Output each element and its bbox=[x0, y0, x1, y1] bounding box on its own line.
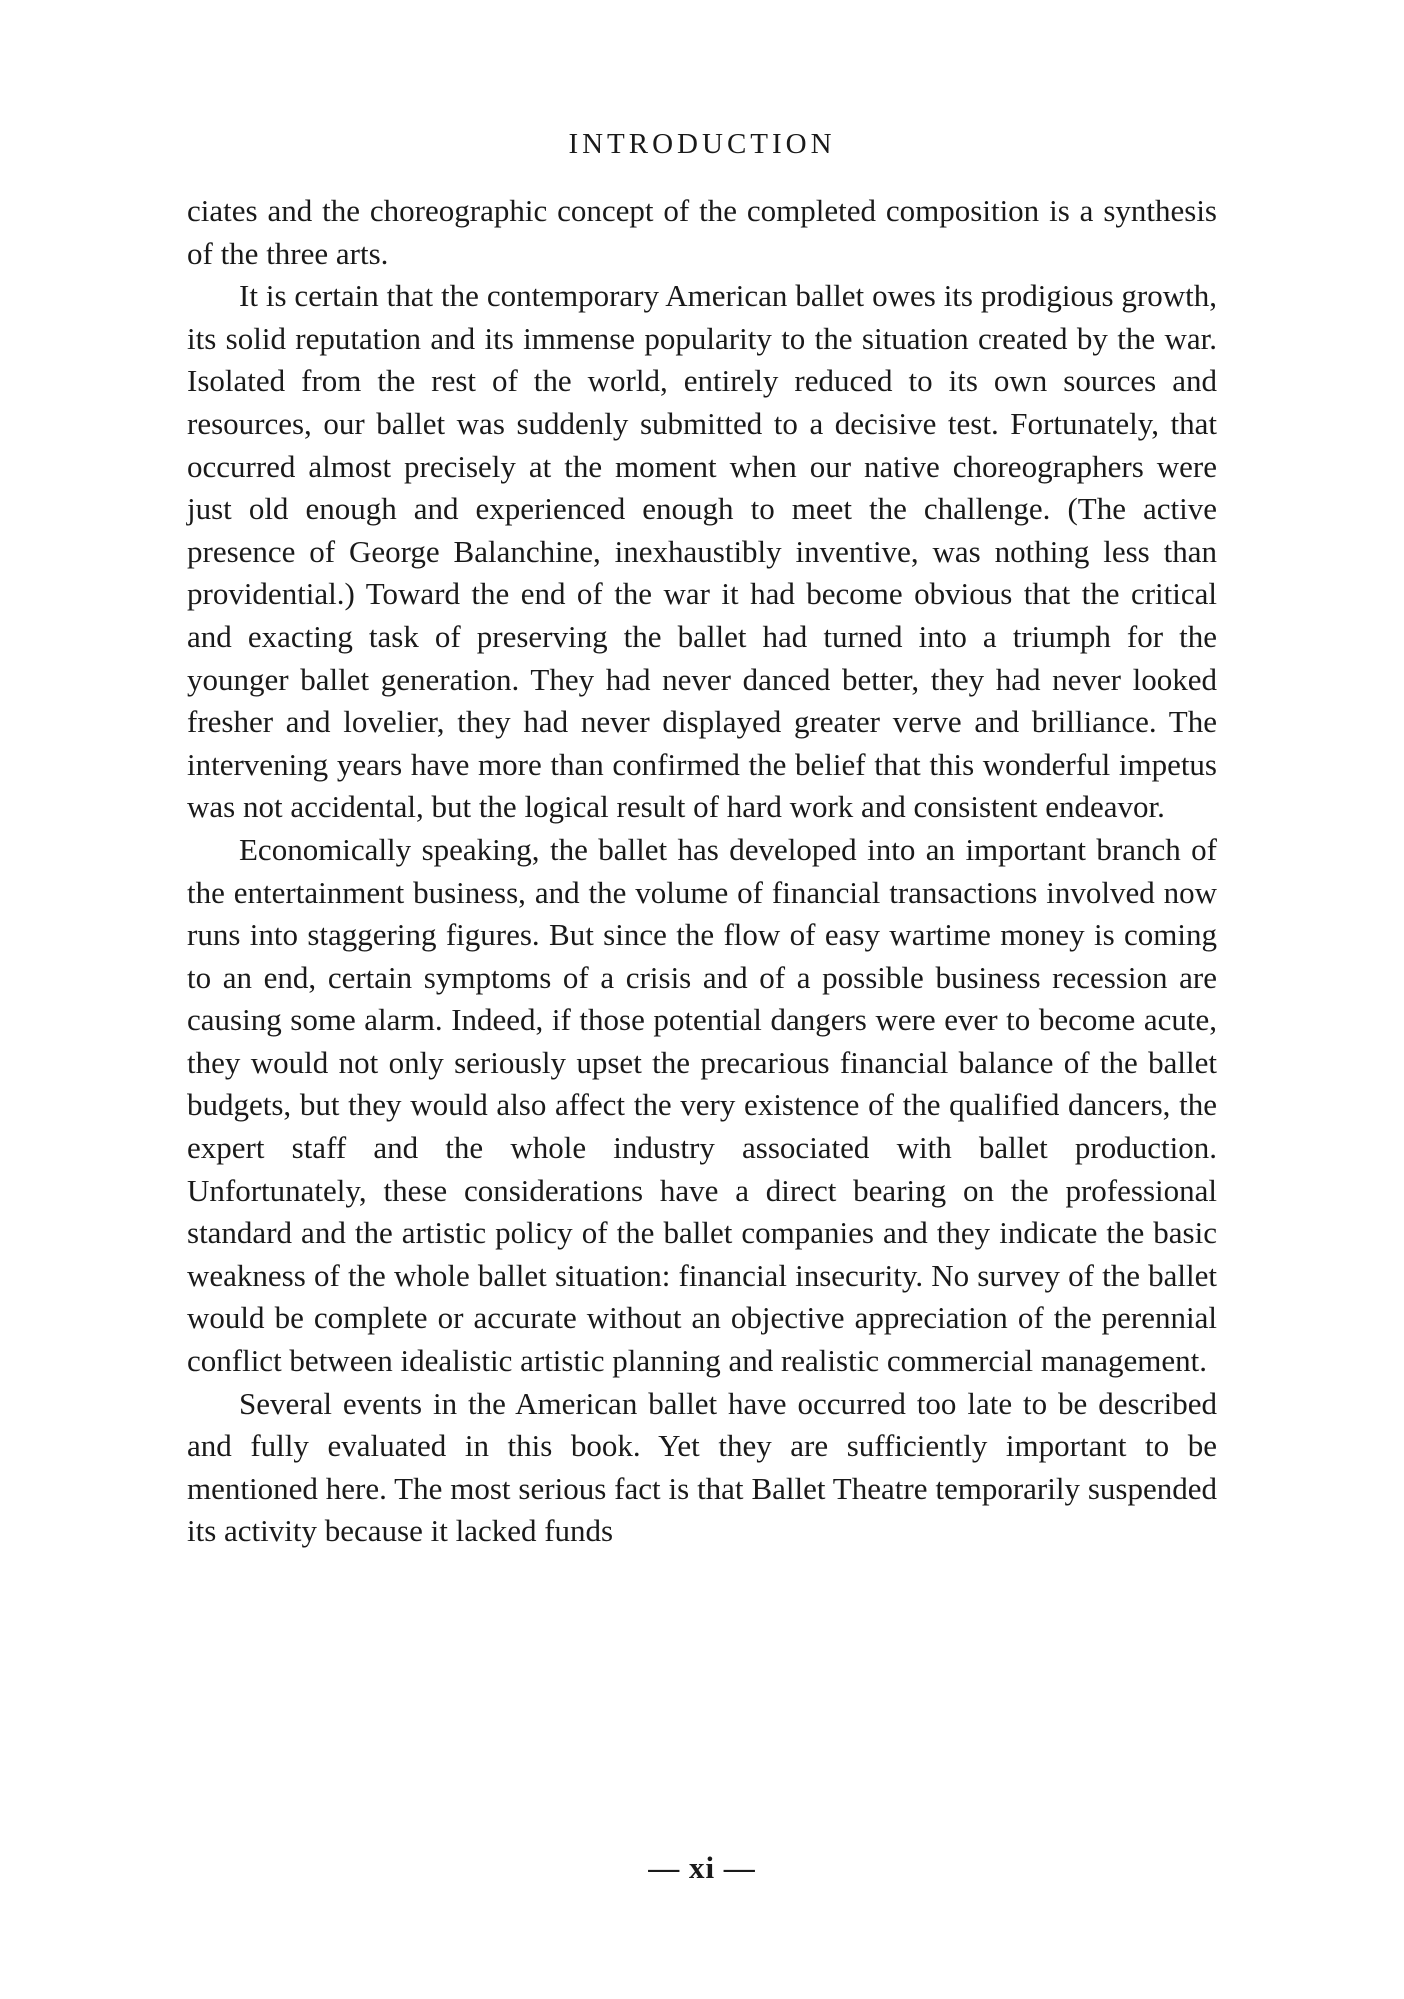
running-head: INTRODUCTION bbox=[568, 128, 836, 160]
paragraph-continuation: ciates and the choreographic concept of the completed composition is a synthesis of the three arts. bbox=[187, 193, 1217, 271]
paragraph-recent-events: Several events in the American ballet have occurred too late to be described and fully evaluated in this book. Yet they are sufficiently important to be mentioned here. The most serious fact is that Ballet Theatre temporarily suspended its activity because it lacked funds bbox=[187, 1385, 1217, 1549]
body-text bbox=[187, 190, 1217, 1553]
page-number: — xi — bbox=[648, 1850, 756, 1885]
paragraph-economics: Economically speaking, the ballet has developed into an important branch of the entertainment business, and the volume of financial transactions involved now runs into staggering figures. But since the flow of easy wartime money is coming to an end, certain symptoms of a crisis and of a possible business recession are causing some alarm. Indeed, if those potential dangers were ever to become acute, they would not only seriously upset the precarious financial balance of the ballet budgets, but they would also affect the very existence of the qualified dancers, the expert staff and the whole industry associated with ballet production. Unfortunately, these considerations have a direct bearing on the professional standard and the artistic policy of the ballet companies and they indicate the basic weakness of the whole ballet situation: financial insecurity. No survey of the ballet would be complete or accurate without an objective appreciation of the perennial conflict between idealistic artistic planning and realistic commercial management. bbox=[187, 831, 1217, 1379]
paragraph-war-growth: It is certain that the contemporary American ballet owes its prodigious growth, its solid reputation and its immense popularity to the situation created by the war. Isolated from the rest of the world, entirely reduced to its own sources and resources, our ballet was suddenly submitted to a decisive test. Fortunately, that occurred almost precisely at the moment when our native choreographers were just old enough and experienced enough to meet the challenge. (The active presence of George Balanchine, inexhaustibly inventive, was nothing less than providential.) Toward the end of the war it had become obvious that the critical and exacting task of preserving the ballet had turned into a triumph for the younger ballet generation. They had never danced better, they had never looked fresher and lovelier, they had never displayed greater verve and brilliance. The intervening years have more than confirmed the belief that this wonderful impetus was not accidental, but the logical result of hard work and consistent endeavor. bbox=[187, 278, 1217, 825]
